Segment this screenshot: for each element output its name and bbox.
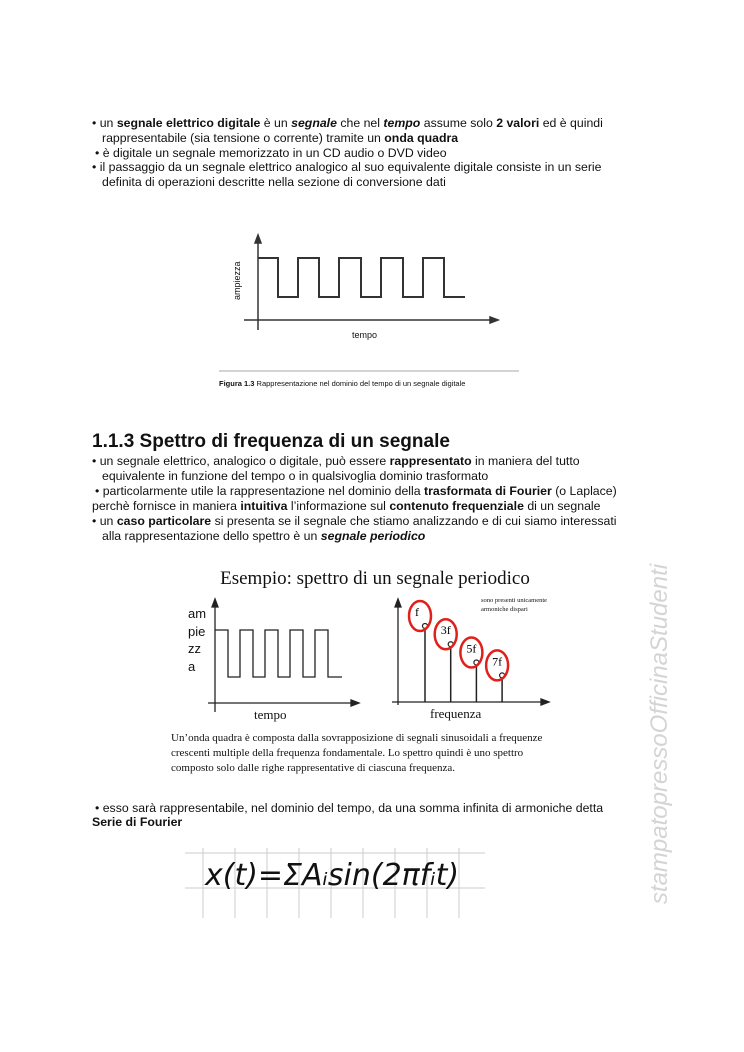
- text-segment: 2 valori: [496, 116, 540, 130]
- text-segment: • esso sarà rappresentabile, nel dominio del tempo, da una somma infinita di armoniche detta: [95, 801, 604, 815]
- harmonic-label: f: [415, 605, 419, 619]
- text-segment: tempo: [383, 116, 421, 130]
- text-segment: di un segnale: [523, 499, 601, 513]
- square-wave: [215, 630, 342, 677]
- text-segment: perchè fornisce in maniera: [92, 499, 241, 513]
- harmonic-label: 5f: [466, 641, 477, 656]
- figure-2-xlabel-frequency: frequenza: [430, 706, 482, 721]
- text-segment: • è digitale un segnale memorizzato in un CD audio o DVD video: [95, 146, 447, 160]
- figure-2-caption: Un’onda quadra è composta dalla sovrapposizione di segnali sinusoidali a frequenze crescenti multiple della frequenza fondamentale. Lo spettro quindi è uno spettro composto solo dalle righe rappresentative di ciascuna frequenza.: [171, 732, 543, 774]
- text-segment: rappresentato: [389, 454, 472, 468]
- text-segment: definita di operazioni descritte nella sezione di conversione dati: [102, 175, 446, 189]
- text-segment: alla rappresentazione dello spettro è un: [102, 529, 321, 543]
- text-segment: ed è quindi: [539, 116, 603, 130]
- text-segment: segnale: [291, 116, 337, 130]
- text-segment: in maniera del tutto: [471, 454, 580, 468]
- figure-2-title: Esempio: spettro di un segnale periodico: [220, 568, 530, 589]
- figure-1-caption: Figura 1.3 Rappresentazione nel dominio del tempo di un segnale digitale: [219, 379, 466, 388]
- fourier-formula: x(t)=ΣAᵢsin(2πfᵢt): [205, 858, 460, 893]
- text-segment: segnale elettrico digitale: [116, 116, 261, 130]
- section-title: 1.1.3 Spettro di frequenza di un segnale: [92, 431, 450, 452]
- text-segment: rappresentabile (sia tensione o corrente) tramite un: [102, 131, 385, 145]
- text-segment: caso particolare: [116, 514, 212, 528]
- text-line: [92, 815, 182, 830]
- text-segment: (o Laplace): [551, 484, 617, 498]
- text-segment: contenuto frequenziale: [389, 499, 524, 513]
- text-segment: onda quadra: [384, 131, 459, 145]
- figure-1-xlabel: tempo: [352, 330, 378, 340]
- figure-2-ylabel: am pie zz a: [188, 606, 207, 674]
- text-segment: trasformata di Fourier: [424, 484, 552, 498]
- text-segment: • un: [92, 116, 117, 130]
- text-segment: • il passaggio da un segnale elettrico analogico al suo equivalente digitale consiste in un serie: [92, 160, 602, 174]
- harmonic-label: 3f: [440, 623, 451, 638]
- text-segment: • particolarmente utile la rappresentazione nel dominio della: [95, 484, 424, 498]
- figure-2-note: sono presenti unicamente armoniche dispari: [481, 597, 548, 613]
- text-line: [95, 801, 603, 816]
- highlight-circle: [409, 601, 431, 631]
- text-segment: • un: [92, 514, 117, 528]
- text-segment: che nel: [336, 116, 384, 130]
- text-segment: Serie di Fourier: [92, 815, 183, 829]
- text-segment: • un segnale elettrico, analogico o digitale, può essere: [92, 454, 390, 468]
- text-segment: assume solo: [420, 116, 497, 130]
- watermark: stampatopressoOfficinaStudenti: [646, 563, 673, 905]
- figure-2-xlabel-time: tempo: [254, 707, 287, 722]
- harmonic-label: 7f: [492, 654, 503, 669]
- text-segment: l’informazione sul: [287, 499, 390, 513]
- text-segment: è un: [260, 116, 292, 130]
- figure-1-ylabel: ampiezza: [232, 261, 242, 300]
- text-segment: intuitiva: [240, 499, 288, 513]
- text-segment: si presenta se il segnale che stiamo analizzando e di cui siamo interessati: [211, 514, 617, 528]
- text-segment: segnale periodico: [320, 529, 426, 543]
- text-segment: equivalente in funzione del tempo o in qualsivoglia dominio trasformato: [102, 469, 489, 483]
